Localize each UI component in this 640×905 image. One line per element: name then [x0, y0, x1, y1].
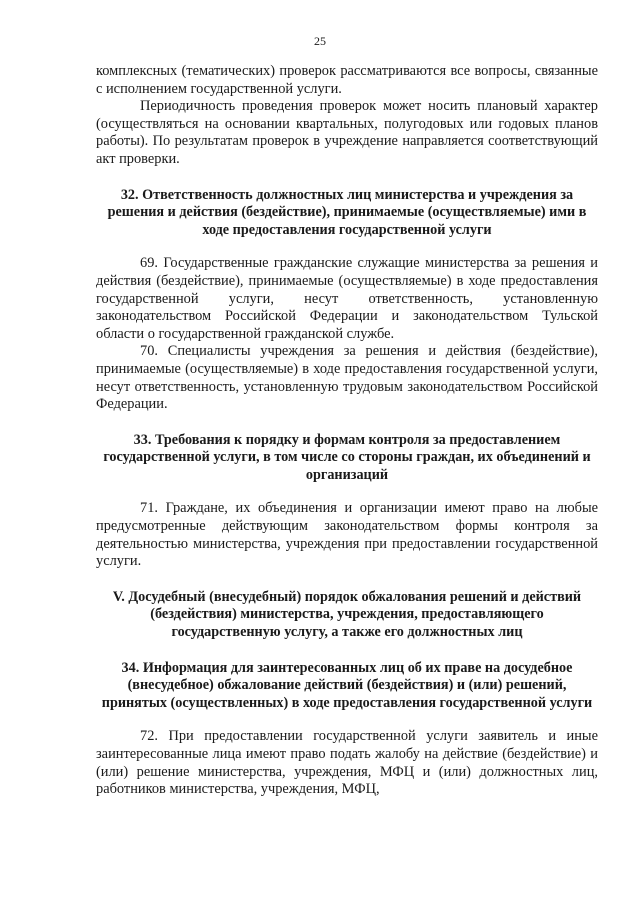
heading-section-34: 34. Информация для заинтересованных лиц об их праве на досудебное (внесудебное) обжалование действий (бездействия) и (или) решений, принятых (осуществленных) в ходе предоставления государственной услуги — [101, 659, 593, 711]
heading-chapter-v: V. Досудебный (внесудебный) порядок обжалования решений и действий (бездействия) министерства, учреждения, предоставляющего государственную услугу, а также его должностных лиц — [112, 588, 582, 641]
paragraph-72: 72. При предоставлении государственной услуги заявитель и иные заинтересованные лица имеют право подать жалобу на действие (бездействие) и (или) решение министерства, учреждения, МФЦ и (или) должностных лиц, работников министерства, учреждения, МФЦ, — [96, 728, 598, 798]
heading-section-33: 33. Требования к порядку и формам контроля за предоставлением государственной услуги, в том числе со стороны граждан, их объединений и организаций — [103, 431, 591, 483]
paragraph-71: 71. Граждане, их объединения и организации имеют право на любые предусмотренные действующим законодательством формы контроля за деятельностью министерства, учреждения при предоставлении государственной услуги. — [96, 500, 598, 570]
heading-section-32: 32. Ответственность должностных лиц министерства и учреждения за решения и действия (бездействие), принимаемые (осуществляемые) ими в ходе предоставления государственной услуги — [107, 186, 587, 238]
page-number: 25 — [314, 34, 326, 48]
paragraph-checks-periodicity: Периодичность проведения проверок может носить плановый характер (осуществляться на основании квартальных, полугодовых или годовых планов работы). По результатам проверок в учреждение направляется соответствующий акт проверки. — [96, 98, 598, 167]
paragraph-checks-scope: комплексных (тематических) проверок рассматриваются все вопросы, связанные с исполнением государственной услуги. — [96, 63, 598, 97]
document-body — [96, 63, 598, 799]
paragraph-69: 69. Государственные гражданские служащие министерства за решения и действия (бездействие), принимаемые (осуществляемые) в ходе предоставления государственной услуги, несут ответственность, установленную законодательством Российской Федерации и законодательством Тульской области о государственной гражданской службе. — [96, 255, 598, 342]
paragraph-70: 70. Специалисты учреждения за решения и действия (бездействие), принимаемые (осуществляемые) в ходе предоставления государственной услуги, несут ответственность, установленную трудовым законодательством Российской Федерации. — [96, 343, 598, 413]
